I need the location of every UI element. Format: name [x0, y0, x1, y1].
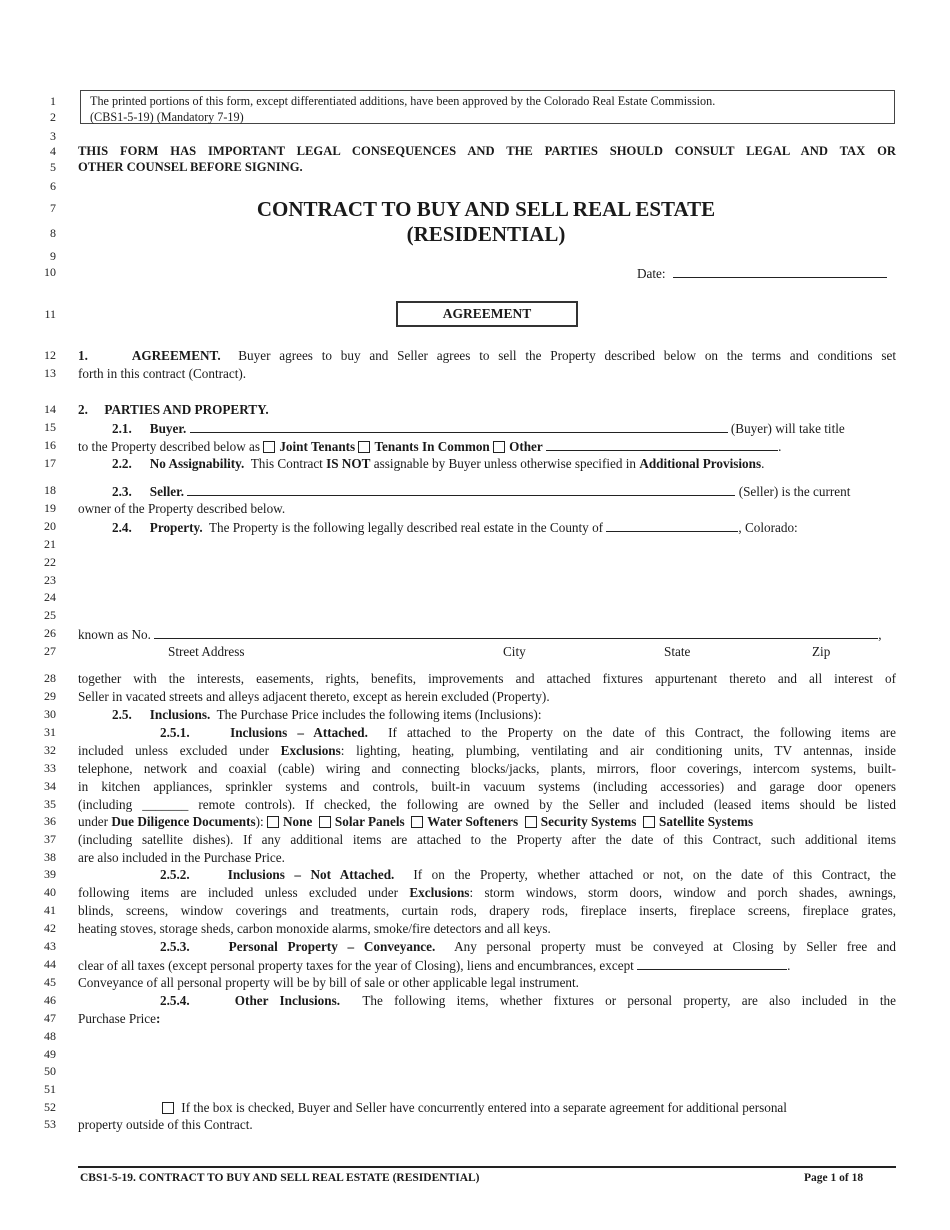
property-heading: Property.: [149, 520, 203, 535]
seller-heading: Seller.: [149, 484, 185, 499]
solar-panels-label: Solar Panels: [334, 814, 405, 829]
attached-heading: Inclusions – Attached.: [230, 725, 368, 740]
line-number: 33: [44, 761, 56, 775]
city-label: City: [503, 644, 526, 659]
other-inclusions-l2: Purchase Price: [78, 1011, 156, 1026]
buyer-line: [78, 421, 896, 435]
security-systems-checkbox[interactable]: [525, 816, 537, 828]
attached-text: If attached to the Property on the date of this Contract, the following items are: [388, 725, 896, 740]
other-inclusions-heading: Other Inclusions.: [234, 993, 340, 1008]
attached-line4: in kitchen appliances, sprinkler systems and controls, built-in vacuum systems (including accessories) and garage door openers: [78, 779, 896, 794]
seller-number: 2.3.: [112, 484, 132, 499]
line-number: 32: [44, 743, 56, 757]
line-number: 15: [44, 420, 56, 434]
address-input-line[interactable]: [154, 627, 878, 639]
attached-l2a: included unless excluded under: [78, 743, 269, 758]
not-attached-line2: [78, 886, 896, 899]
line-number: 12: [44, 348, 56, 362]
footer-page-number: Page 1 of 18: [804, 1172, 864, 1184]
property-line: [78, 520, 896, 534]
buyer-tail-text: (Buyer) will take title: [730, 421, 845, 436]
personal-property-l2: clear of all taxes (except personal property taxes for the year of Closing), liens and encumbrances, except: [78, 958, 634, 973]
approval-notice-line1: The printed portions of this form, except differentiated additions, have been approved by the Colorado Real Estate Commission.: [90, 94, 716, 108]
attached-line8: are also included in the Purchase Price.: [78, 850, 285, 865]
line-number: 46: [44, 993, 56, 1007]
seller-line: [78, 484, 896, 498]
not-attached-heading: Inclusions – Not Attached.: [227, 867, 395, 882]
title-options-line: to the Property described below as Joint Tenants Tenants In Common Other .: [78, 439, 782, 454]
personal-property-line3: Conveyance of all personal property will be by bill of sale or other applicable legal instrument.: [78, 975, 579, 990]
other-inclusions-line2: Purchase Price:: [78, 1011, 161, 1026]
line-number: 9: [50, 249, 56, 263]
line-number: 10: [44, 265, 56, 279]
none-checkbox[interactable]: [267, 816, 279, 828]
legal-warning-line1: THIS FORM HAS IMPORTANT LEGAL CONSEQUENCES AND THE PARTIES SHOULD CONSULT LEGAL AND TAX OR: [78, 144, 896, 158]
line-number: 52: [44, 1100, 56, 1114]
no-assignability-line: 2.2. No Assignability. This Contract IS NOT assignable by Buyer unless otherwise specified in Additional Provisions.: [112, 456, 765, 471]
line-number: 25: [44, 608, 56, 622]
line-number: 23: [44, 573, 56, 587]
other-inclusions-line1: [78, 994, 896, 1007]
seller-tail-text: (Seller) is the current: [738, 484, 851, 499]
section-1-line2: forth in this contract (Contract).: [78, 366, 247, 381]
attached-line2: [78, 744, 896, 757]
line-number: 1: [50, 94, 56, 108]
line-number: 5: [50, 160, 56, 174]
county-input-line[interactable]: [606, 520, 738, 532]
section-1-heading: AGREEMENT.: [131, 348, 221, 363]
attached-l2b: : lighting, heating, plumbing, ventilating and air conditioning units, TV antennas, inside: [340, 743, 897, 758]
separate-agreement-text: If the box is checked, Buyer and Seller have concurrently entered into a separate agreement for additional personal: [181, 1100, 787, 1115]
personal-property-line2: clear of all taxes (except personal property taxes for the year of Closing), liens and encumbrances, except .: [78, 958, 791, 973]
line-number: 16: [44, 438, 56, 452]
together-line1: together with the interests, easements, rights, benefits, improvements and attached fixtures appurtenant thereto and all interest of: [78, 671, 896, 686]
line-number: 51: [44, 1082, 56, 1096]
street-address-label: Street Address: [168, 644, 245, 659]
line-number: 8: [50, 226, 56, 240]
line-number: 7: [50, 201, 56, 215]
line-number: 37: [44, 832, 56, 846]
not-attached-number: 2.5.2.: [160, 867, 190, 882]
together-line2: Seller in vacated streets and alleys adjacent thereto, except as herein excluded (Property).: [78, 689, 550, 704]
line-number: 53: [44, 1117, 56, 1131]
line-number: 42: [44, 921, 56, 935]
title-prefix-text: to the Property described below as: [78, 439, 261, 454]
line-number: 47: [44, 1011, 56, 1025]
legal-warning-line2: OTHER COUNSEL BEFORE SIGNING.: [78, 160, 303, 174]
known-as-label: known as No.: [78, 627, 151, 642]
line-number: 19: [44, 501, 56, 515]
line-number: 40: [44, 885, 56, 899]
none-label: None: [283, 814, 313, 829]
assign-is-not: IS NOT: [326, 456, 371, 471]
assign-text-a: This Contract: [250, 456, 323, 471]
satellite-systems-checkbox[interactable]: [643, 816, 655, 828]
known-as-line: known as No. ,: [78, 627, 882, 642]
exclusions-ref: Exclusions: [280, 743, 341, 758]
other-checkbox[interactable]: [493, 441, 505, 453]
not-attached-line1: [78, 868, 896, 881]
separate-agreement-line1: [78, 1101, 896, 1114]
line-number: 45: [44, 975, 56, 989]
exclusions-ref-2: Exclusions: [409, 885, 470, 900]
line-number: 36: [44, 814, 56, 828]
date-field: [637, 266, 887, 280]
approval-notice-line2: (CBS1-5-19) (Mandatory 7-19): [90, 110, 244, 124]
line-number: 30: [44, 707, 56, 721]
footer-form-id: CBS1-5-19. CONTRACT TO BUY AND SELL REAL ESTATE (RESIDENTIAL): [80, 1172, 480, 1184]
line-number: 49: [44, 1047, 56, 1061]
additional-provisions-ref: Additional Provisions: [639, 456, 762, 471]
line-number: 3: [50, 129, 56, 143]
line-number: 28: [44, 671, 56, 685]
not-attached-l2b: : storm windows, storm doors, window and porch shades, awnings,: [469, 885, 896, 900]
other-label: Other: [509, 439, 543, 454]
assign-number: 2.2.: [112, 456, 132, 471]
date-label: Date:: [637, 266, 666, 281]
inclusions-text: The Purchase Price includes the following items (Inclusions):: [216, 707, 542, 722]
line-number: 17: [44, 456, 56, 470]
date-input-line[interactable]: [673, 266, 887, 278]
property-text: The Property is the following legally described real estate in the County of: [209, 520, 604, 535]
not-attached-l2a: following items are included unless excluded under: [78, 885, 398, 900]
line-number: 41: [44, 903, 56, 917]
line-number: 29: [44, 689, 56, 703]
satellite-systems-label: Satellite Systems: [658, 814, 754, 829]
line-number: 35: [44, 797, 56, 811]
line-number: 21: [44, 537, 56, 551]
attached-line7: (including satellite dishes). If any additional items are attached to the Property after the date of this Contract, such additional items: [78, 832, 896, 847]
state-label: State: [664, 644, 691, 659]
assign-text-b: assignable by Buyer unless otherwise specified in: [373, 456, 637, 471]
section-2-heading: 2. PARTIES AND PROPERTY.: [78, 402, 269, 417]
security-systems-label: Security Systems: [540, 814, 637, 829]
other-input-line[interactable]: [546, 439, 778, 451]
personal-property-number: 2.5.3.: [160, 939, 190, 954]
line-number: 50: [44, 1064, 56, 1078]
line-number: 34: [44, 779, 56, 793]
zip-label: Zip: [812, 644, 831, 659]
line-number: 26: [44, 626, 56, 640]
line-number: 6: [50, 179, 56, 193]
line-number: 22: [44, 555, 56, 569]
property-number: 2.4.: [112, 520, 132, 535]
line-number: 31: [44, 725, 56, 739]
attached-line3: telephone, network and coaxial (cable) wiring and connecting blocks/jacks, plants, mirrors, floor coverings, intercom systems, built-: [78, 761, 896, 776]
line-number: 18: [44, 483, 56, 497]
not-attached-line3: blinds, screens, window coverings and treatments, curtain rods, drapery rods, fireplace inserts, fireplace screens, fireplace grates,: [78, 903, 896, 918]
line-number: 48: [44, 1029, 56, 1043]
separate-agreement-line2: property outside of this Contract.: [78, 1117, 253, 1132]
attached-line5: (including _______ remote controls). If checked, the following are owned by the Seller and included (leased items should be listed: [78, 797, 896, 812]
line-number: 4: [50, 144, 56, 158]
section-1-number: 1.: [78, 348, 88, 363]
attached-number: 2.5.1.: [160, 725, 190, 740]
line-number: 43: [44, 939, 56, 953]
buyer-heading: Buyer.: [149, 421, 187, 436]
seller-name-input-line[interactable]: [187, 484, 735, 496]
inclusions-line: [78, 708, 896, 721]
personal-property-heading: Personal Property – Conveyance.: [228, 939, 436, 954]
tenants-in-common-label: Tenants In Common: [374, 439, 490, 454]
contract-subtitle: (RESIDENTIAL): [406, 222, 566, 246]
attached-line1: [78, 726, 896, 739]
other-inclusions-number: 2.5.4.: [160, 993, 190, 1008]
contract-title: CONTRACT TO BUY AND SELL REAL ESTATE: [256, 197, 716, 221]
agreement-heading: AGREEMENT: [396, 301, 578, 327]
attached-l6a: under: [78, 814, 109, 829]
attached-line6: under Due Diligence Documents): None Solar Panels Water Softeners Security Systems Satellite Systems: [78, 814, 754, 829]
not-attached-line4: heating stoves, storage sheds, carbon monoxide alarms, smoke/fire detectors and all keys.: [78, 921, 551, 936]
property-tail-text: , Colorado:: [738, 520, 798, 535]
section-1-line1: [78, 349, 896, 362]
personal-property-line1: [78, 940, 896, 953]
line-number: 44: [44, 957, 56, 971]
inclusions-heading: Inclusions.: [149, 707, 211, 722]
separate-agreement-checkbox[interactable]: [162, 1102, 174, 1114]
joint-tenants-label: Joint Tenants: [279, 439, 356, 454]
line-number: 27: [44, 644, 56, 658]
tenants-in-common-checkbox[interactable]: [358, 441, 370, 453]
personal-property-text: Any personal property must be conveyed at Closing by Seller free and: [454, 939, 897, 954]
solar-panels-checkbox[interactable]: [319, 816, 331, 828]
buyer-name-input-line[interactable]: [190, 421, 728, 433]
not-attached-text: If on the Property, whether attached or not, on the date of this Contract, the: [413, 867, 897, 882]
buyer-number: 2.1.: [112, 421, 132, 436]
except-input-line[interactable]: [637, 958, 787, 970]
water-softeners-checkbox[interactable]: [411, 816, 423, 828]
footer-rule: [78, 1166, 896, 1168]
seller-line2: owner of the Property described below.: [78, 501, 286, 516]
due-diligence-ref: Due Diligence Documents: [111, 814, 256, 829]
line-number: 39: [44, 867, 56, 881]
inclusions-number: 2.5.: [112, 707, 132, 722]
assign-heading: No Assignability.: [149, 456, 245, 471]
line-number: 13: [44, 366, 56, 380]
other-inclusions-text: The following items, whether fixtures or personal property, are also included in the: [362, 993, 896, 1008]
line-number: 11: [44, 307, 56, 321]
water-softeners-label: Water Softeners: [427, 814, 519, 829]
line-number: 24: [44, 590, 56, 604]
line-number: 14: [44, 402, 56, 416]
joint-tenants-checkbox[interactable]: [263, 441, 275, 453]
line-number: 20: [44, 519, 56, 533]
line-number: 2: [50, 110, 56, 124]
line-number: 38: [44, 850, 56, 864]
section-1-text: Buyer agrees to buy and Seller agrees to sell the Property described below on the terms and conditions set: [238, 348, 897, 363]
